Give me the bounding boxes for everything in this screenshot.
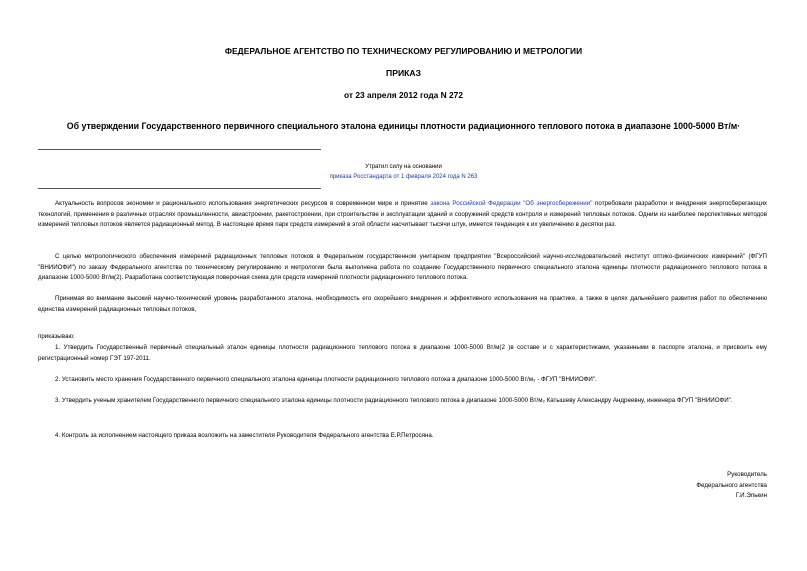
repeal-notice — [300, 162, 507, 182]
repeal-notice-link[interactable]: приказа Росстандарта от 1 февраля 2024 года N 263 — [329, 174, 478, 180]
signature-block — [696, 470, 767, 502]
energy-law-link[interactable]: закона Российской Федерации "Об энергосбережении" — [430, 200, 593, 207]
order-word: приказываю: — [38, 333, 75, 340]
order-item-1: 1. Утвердить Государственный первичный специальный эталон единицы плотности радиационного теплового потока в диапазоне 1000-5000 Вт/м(2 )в составе и с характеристиками, указанными в паспорте эталона, и присвоить ему регистрационный номер ГЭТ 197-2011. — [38, 344, 767, 362]
document-date-number: от 23 апреля 2012 года N 272 — [344, 90, 463, 100]
paragraph-relevance — [38, 199, 767, 231]
paragraph-consideration: Принимая во внимание высокий научно-технический уровень разработанного эталона, необходимость его скорейшего внедрения и эффективного использования на практике, а также в целях дальнейшего развития работ по обеспечению единства измерений радиационных тепловых потоков, — [38, 295, 767, 313]
paragraph-relevance-text-a: Актуальность вопросов экономии и рационального использования энергетических ресурсов в современном мире и принятие — [55, 200, 431, 207]
signature-position: Руководитель — [727, 471, 767, 478]
paragraph-purpose: С целью метрологического обеспечения измерений радиационных тепловых потоков в Федеральном государственном унитарном предприятии "Всероссийский научно-исследовательский институт оптико-физических измерений" (ФГУП "ВНИИОФИ") по заказу Федерального агентства по техническому регулированию и метрологии была выполнена работа по созданию Государственного первичного специального эталона единицы плотности радиационного теплового потока в диапазоне 1000-5000 Вт/м(2). Разработана соответствующая поверочная схема для средств измерений плотности радиационного теплового потока. — [38, 253, 767, 281]
repeal-notice-text: Утратил силу на основании — [365, 164, 442, 170]
signature-name: Г.И.Элькин — [735, 492, 767, 499]
agency-name: ФЕДЕРАЛЬНОЕ АГЕНТСТВО ПО ТЕХНИЧЕСКОМУ РЕГУЛИРОВАНИЮ И МЕТРОЛОГИИ — [224, 46, 583, 56]
paragraph-relevance-text-b: потребовали разработки и внедрения энергосберегающих технологий, применения в различных отраслях промышленности, авиастроении, ракетостроении, при строительстве и эксплуатации зданий и сооружений средств контроля и измерений тепловых потоков. Одним из наиболее перспективных методов измерений тепловых потоков является радиационный метод. В настоящее время парк средств измерений в этой области насчитывает тысячи штук, имеется тенденция к их увеличению в десятки раз. — [38, 200, 768, 228]
divider-bottom — [38, 188, 321, 189]
divider-top — [38, 149, 321, 150]
document-type: ПРИКАЗ — [386, 68, 421, 78]
signature-agency: Федерального агентства — [696, 481, 767, 489]
order-item-3: 3. Утвердить ученым хранителем Государственного первичного специального эталона единицы плотности радиационного теплового потока в диапазоне 1000-5000 Вт/м₂ Катышеву Александру Андреевну, инженера ФГУП "ВНИИОФИ". — [55, 397, 733, 404]
document-title: Об утверждении Государственного первичного специального эталона единицы плотности радиационного теплового потока в диапазоне 1000-5000 Вт/м· — [66, 121, 741, 131]
order-item-4: 4. Контроль за исполнением настоящего приказа возложить на заместителя Руководителя Федерального агентства Е.Р.Петросяна. — [55, 432, 434, 439]
order-item-2: 2. Установить место хранения Государственного первичного специального эталона единицы плотности радиационного теплового потока в диапазоне 1000-5000 Вт/м₂ - ФГУП "ВНИИОФИ". — [55, 376, 597, 383]
